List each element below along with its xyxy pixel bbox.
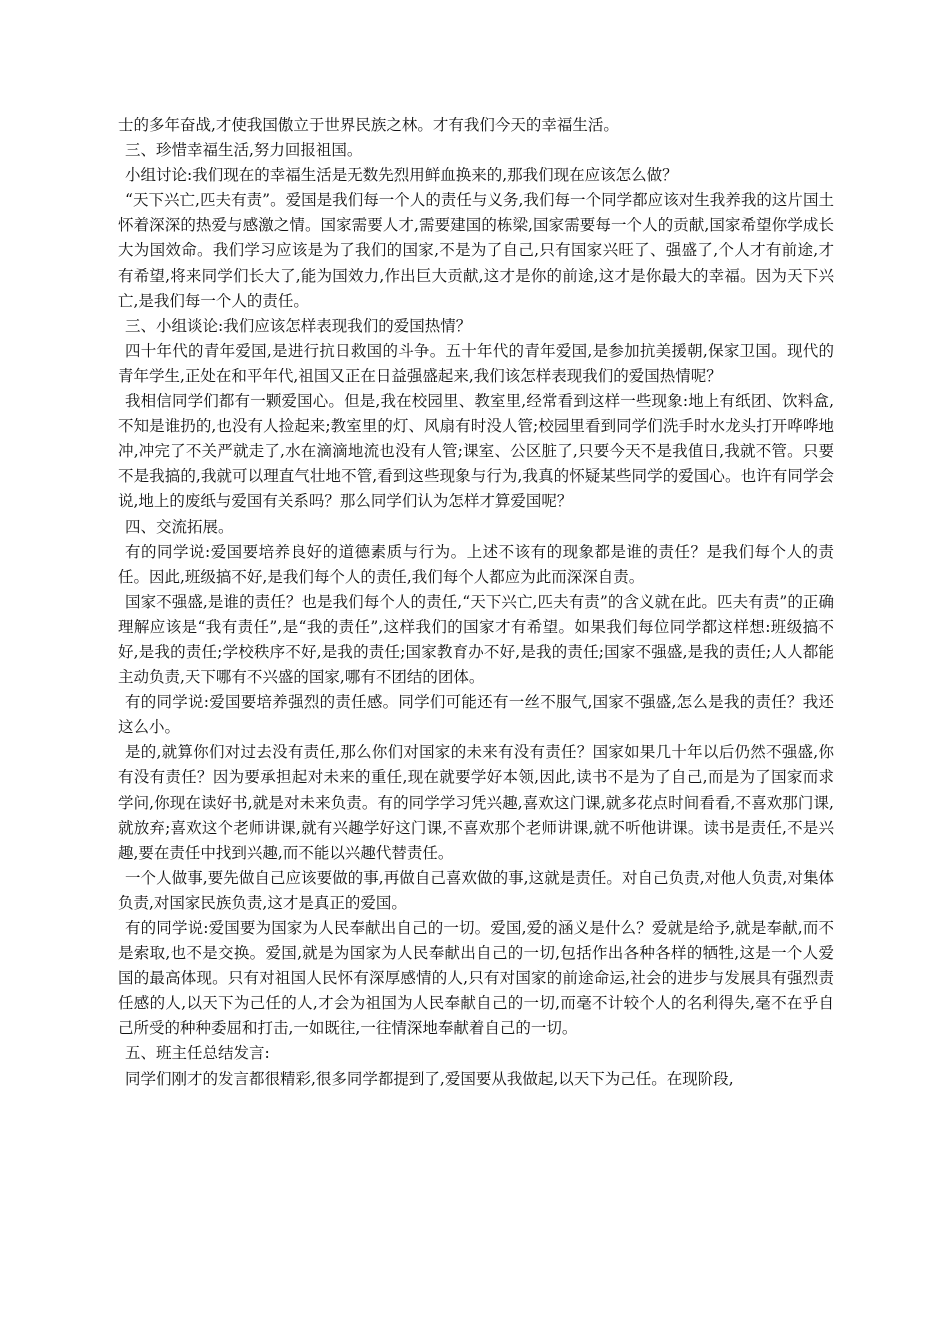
section-heading: 五、班主任总结发言: (125, 1044, 270, 1063)
paragraph: 有的同学说:爱国要为国家为人民奉献出自己的一切。爱国,爱的涵义是什么？爱就是给予,就是奉献,而不是索取,也不是交换。爱国,就是为国家为人民奉献出自己的一切,包括作出各种各样的牺牲,这是一个人爱国的最高体现。只有对祖国人民怀有深厚感情的人,只有对国家的前途命运,社会的进步与发展具有强烈责任感的人,以天下为己任的人,才会为祖国为人民奉献自己的一切,而毫不计较个人的名利得失,毫不在乎自己所受的种种委屈和打击,一如既往,一往情深地奉献着自己的一切。 (118, 919, 834, 1038)
paragraph: 小组讨论:我们现在的幸福生活是无数先烈用鲜血换来的,那我们现在应该怎么做？ (125, 166, 678, 185)
section-heading: 三、珍惜幸福生活,努力回报祖国。 (125, 141, 363, 160)
paragraph: “天下兴亡,匹夫有责”。爱国是我们每一个人的责任与义务,我们每一个同学都应该对生我养我的这片国土怀着深深的热爱与感激之情。国家需要人才,需要建国的栋梁,国家需要每一个人的贡献,国家希望你学成长大为国效命。我们学习应该是为了我们的国家,不是为了自己,只有国家兴旺了、强盛了,个人才有前途,才有希望,将来同学们长大了,能为国效力,作出巨大贡献,这才是你的前途,这才是你最大的幸福。因为天下兴亡,是我们每一个人的责任。 (118, 191, 834, 310)
paragraph: 是的,就算你们对过去没有责任,那么你们对国家的未来有没有责任？国家如果几十年以后仍然不强盛,你有没有责任？因为要承担起对未来的重任,现在就要学好本领,因此,读书不是为了自己,而是为了国家而求学问,你现在读好书,就是对未来负责。有的同学学习凭兴趣,喜欢这门课,就多花点时间看看,不喜欢那门课,就放弃;喜欢这个老师讲课,就有兴趣学好这门课,不喜欢那个老师讲课,就不听他讲课。读书是责任,不是兴趣,要在责任中找到兴趣,而不能以兴趣代替责任。 (118, 743, 834, 862)
paragraph: 有的同学说:爱国要培养良好的道德素质与行为。上述不该有的现象都是谁的责任？是我们每个人的责任。因此,班级搞不好,是我们每个人的责任,我们每个人都应为此而深深自责。 (118, 542, 834, 586)
paragraph: 国家不强盛,是谁的责任？也是我们每个人的责任,“天下兴亡,匹夫有责”的含义就在此。匹夫有责”的正确理解应该是“我有责任”,是“我的责任”,这样我们的国家才有希望。如果我们每位同学都这样想:班级搞不好,是我的责任;学校秩序不好,是我的责任;国家教育办不好,是我的责任;国家不强盛,是我的责任;人人都能主动负责,天下哪有不兴盛的国家,哪有不团结的团体。 (118, 592, 834, 687)
paragraph: 同学们刚才的发言都很精彩,很多同学都提到了,爱国要从我做起,以天下为己任。在现阶段, (125, 1069, 734, 1088)
paragraph: 我相信同学们都有一颗爱国心。但是,我在校园里、教室里,经常看到这样一些现象:地上有纸团、饮料盒,不知是谁扔的,也没有人捡起来;教室里的灯、风扇有时没人管;校园里看到同学们洗手时水龙头打开哗哗地冲,冲完了不关严就走了,水在滴滴地流也没有人管;课室、公区脏了,只要今天不是我值日,我就不管。只要不是我搞的,我就可以理直气壮地不管,看到这些现象与行为,我真的怀疑某些同学的爱国心。也许有同学会说,地上的废纸与爱国有关系吗？那么同学们认为怎样才算爱国呢？ (118, 392, 834, 511)
paragraph: 一个人做事,要先做自己应该要做的事,再做自己喜欢做的事,这就是责任。对自己负责,对他人负责,对集体负责,对国家民族负责,这才是真正的爱国。 (118, 868, 834, 912)
paragraph: 士的多年奋战,才使我国傲立于世界民族之林。才有我们今天的幸福生活。 (118, 116, 619, 134)
section-heading: 三、小组谈论:我们应该怎样表现我们的爱国热情？ (125, 316, 472, 335)
paragraph: 四十年代的青年爱国,是进行抗日救国的斗争。五十年代的青年爱国,是参加抗美援朝,保家卫国。现代的青年学生,正处在和平年代,祖国又正在日益强盛起来,我们该怎样表现我们的爱国热情呢？ (118, 341, 834, 385)
document-body (118, 113, 834, 1092)
paragraph: 有的同学说:爱国要培养强烈的责任感。同学们可能还有一丝不服气,国家不强盛,怎么是我的责任？我还这么小。 (118, 693, 834, 737)
section-heading: 四、交流拓展。 (125, 517, 234, 536)
